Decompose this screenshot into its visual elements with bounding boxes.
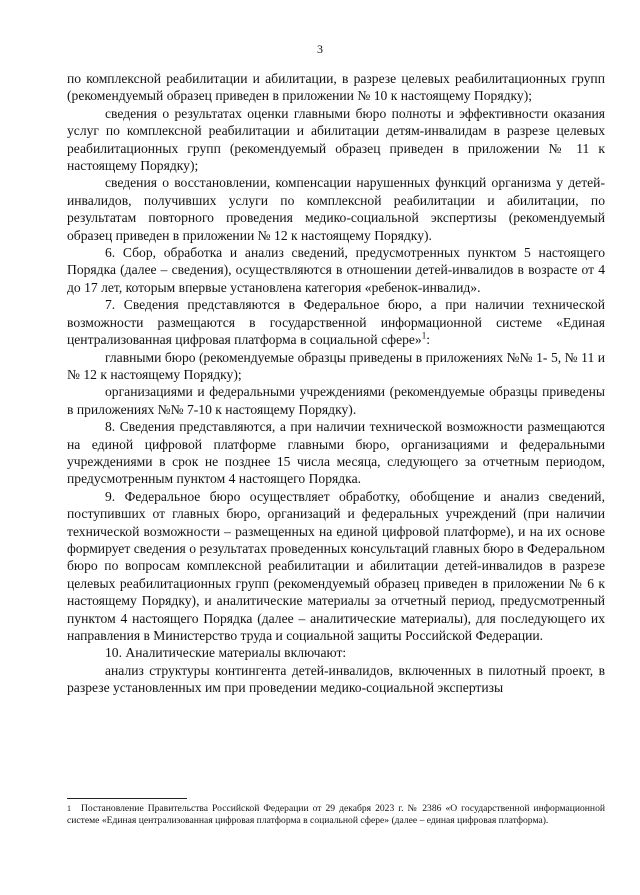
footnote-text: Постановление Правительства Российской Федерации от 29 декабря 2023 г. № 2386 «О государственной информационной системе «Единая централизованная цифровая платформа в социальной сфере» (далее – единая цифровая платформа).	[67, 803, 605, 826]
paragraph-list-item-11: сведения о результатах оценки главными бюро полноты и эффективности оказания услуг по комплексной реабилитации и абилитации детям-инвалидам в разрезе целевых реабилитационных групп (рекомендуемый образец приведен в приложении № 11 к настоящему Порядку);	[67, 105, 605, 174]
paragraph-item-7	[67, 296, 605, 348]
footnote-mark: 1	[67, 804, 71, 813]
paragraph-item-8: 8. Сведения представляются, а при наличии технической возможности размещаются на единой цифровой платформе главными бюро, организациями и федеральными учреждениями в срок не позднее 15 числа месяца, следующего за отчетным периодом, предусмотренным пунктом 4 настоящего Порядка.	[67, 419, 605, 487]
paragraph-item-10: 10. Аналитические материалы включают:	[105, 645, 347, 661]
paragraph-item-6: 6. Сбор, обработка и анализ сведений, предусмотренных пунктом 5 настоящего Порядка (далее – сведения), осуществляются в отношении детей-инвалидов в возрасте от 4 до 17 лет, которым впервые установлена категория «ребенок-инвалид».	[67, 245, 605, 295]
page-number: 3	[317, 42, 323, 56]
footnote-reference: 1	[421, 330, 427, 341]
paragraph-list-item-10: по комплексной реабилитации и абилитации, в разрезе целевых реабилитационных групп (рекомендуемый образец приведен в приложении № 10 к настоящему Порядку);	[67, 71, 605, 104]
footnote	[67, 803, 605, 827]
paragraph-analysis: анализ структуры контингента детей-инвалидов, включенных в пилотный проект, в разрезе установленных им при проведении медико-социальной экспертизы	[67, 662, 605, 696]
paragraph-item-9: 9. Федеральное бюро осуществляет обработку, обобщение и анализ сведений, поступивших от главных бюро, организаций и федеральных учреждений (при наличии технической возможности – размещенных на единой цифровой платформе), и на их основе формирует сведения о результатах проведенных консультаций главных бюро в Федеральном бюро по вопросам комплексной реабилитации и абилитации детей-инвалидов в разрезе целевых реабилитационных групп (рекомендуемый образец приведен в приложении № 6 к настоящему Порядку), и аналитические материалы за отчетный период, предусмотренный пунктом 4 настоящего Порядка (далее – аналитические материалы), для последующего их направления в Министерство труда и социальной защиты Российской Федерации.	[67, 488, 605, 643]
footnote-divider	[67, 798, 187, 799]
paragraph-organizations: организациями и федеральными учреждениями (рекомендуемые образцы приведены в приложениях №№ 7-10 к настоящему Порядку).	[67, 384, 605, 417]
paragraph-main-bureaus: главными бюро (рекомендуемые образцы приведены в приложениях №№ 1- 5, № 11 и № 12 к настоящему Порядку);	[67, 349, 605, 382]
paragraph-item-7-text: 7. Сведения представляются в Федеральное бюро, а при наличии технической возможности размещаются в государственной информационной системе «Единая централизованная цифровая платформа в социальной сфере»	[67, 297, 605, 348]
document-body	[67, 70, 605, 697]
footnote-reference-suffix: :	[426, 332, 431, 348]
paragraph-list-item-12: сведения о восстановлении, компенсации нарушенных функций организма у детей-инвалидов, получивших услуги по комплексной реабилитации и абилитации, по результатам повторного проведения медико-социальной экспертизы (рекомендуемый образец приведен в приложении № 12 к настоящему Порядку).	[67, 175, 605, 243]
